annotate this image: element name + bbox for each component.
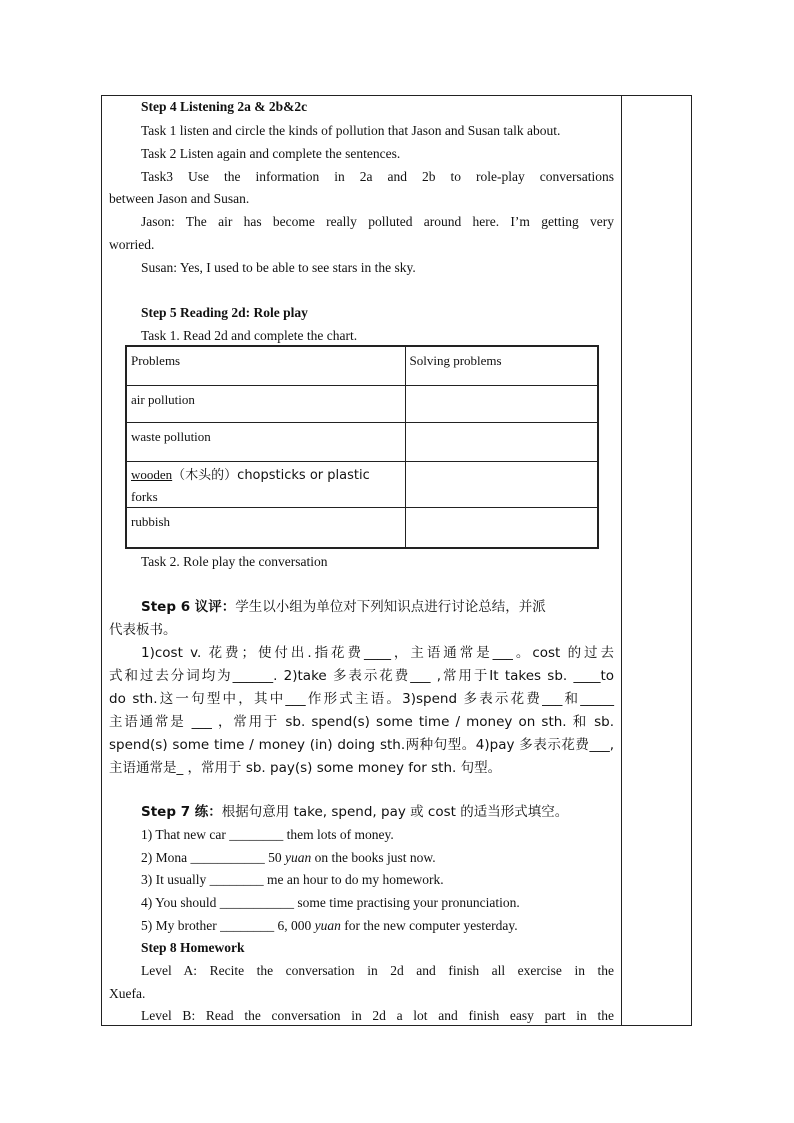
- step5-task2: Task 2. Role play the conversation: [141, 554, 328, 569]
- item-text: 5) My brother ________ 6, 000: [141, 918, 315, 933]
- problem-cell: air pollution: [126, 385, 405, 422]
- step4-task2: Task 2 Listen again and complete the sentences.: [141, 146, 401, 161]
- column-divider: [621, 95, 622, 1026]
- wooden-rest: （木头的）chopsticks or plastic: [172, 467, 370, 483]
- step6-p6: 主语通常是_ ，常用于 sb. pay(s) some money for sth. 句型。: [109, 760, 502, 776]
- solution-cell[interactable]: [405, 461, 598, 507]
- chart-row: [126, 507, 598, 548]
- step6-intro-line2: 代表板书。: [109, 622, 177, 638]
- chart-row: [126, 461, 598, 507]
- step4-heading: Step 4 Listening 2a & 2b&2c: [141, 99, 308, 114]
- problem-cell: rubbish: [126, 507, 405, 548]
- item-italic: yuan: [314, 918, 341, 933]
- step6-intro: 学生以小组为单位对下列知识点进行讨论总结，并派: [235, 599, 546, 615]
- step6-heading: Step 6 议评：: [141, 599, 236, 615]
- jason-line1: Jason: The air has become really polluted around here. I’m getting very: [141, 214, 614, 229]
- item-text-post: for the new computer yesterday.: [340, 918, 518, 933]
- item-text: 3) It usually ________ me an hour to do my homework.: [141, 872, 444, 887]
- susan-line: Susan: Yes, I used to be able to see stars in the sky.: [141, 260, 416, 275]
- step7-item-1: [141, 826, 614, 844]
- step7-item-3: [141, 871, 614, 889]
- step7-item-4: [141, 894, 614, 912]
- forks-word: forks: [131, 488, 158, 504]
- step6-intro-line1: [141, 598, 614, 616]
- step5-task1: Task 1. Read 2d and complete the chart.: [141, 328, 358, 343]
- step6-p3: do sth.这一句型中，其中___作形式主语。3)spend 多表示花费___和_____: [109, 691, 614, 707]
- step4-task3-line2: between Jason and Susan.: [109, 191, 250, 206]
- step7-item-5: [141, 917, 614, 935]
- chart-row: [126, 385, 598, 422]
- header-solving-problems: Solving problems: [405, 346, 598, 385]
- step7-instruction: 根据句意用 take, spend, pay 或 cost 的适当形式填空。: [221, 804, 569, 820]
- item-text: 4) You should ___________ some time practising your pronunciation.: [141, 895, 520, 910]
- step6-p2: 式和过去分词均为______. 2)take 多表示花费___ ,常用于It takes sb. ____to: [109, 668, 614, 684]
- level-b-line1: Level B: Read the conversation in 2d a lot and finish easy part in the: [141, 1008, 614, 1023]
- step7-item-2: [141, 849, 614, 867]
- chart-row: [126, 422, 598, 461]
- solution-cell[interactable]: [405, 507, 598, 548]
- solution-cell[interactable]: [405, 422, 598, 461]
- step7-heading: Step 7 练：: [141, 804, 222, 820]
- step6-p1: 1)cost v. 花费；使付出.指花费____，主语通常是___。cost 的过去: [141, 645, 614, 661]
- step6-p4: 主语通常是 ___ ，常用于 sb. spend(s) some time / money on sth. 和 sb.: [109, 714, 614, 730]
- problem-cell: waste pollution: [126, 422, 405, 461]
- step8-heading: Step 8 Homework: [141, 940, 245, 955]
- chart-header-row: [126, 346, 598, 385]
- item-text: 1) That new car ________ them lots of money.: [141, 827, 394, 842]
- step6-p5: spend(s) some time / money (in) doing sth.两种句型。4)pay 多表示花费___,: [109, 737, 614, 753]
- level-a-line2: Xuefa.: [109, 986, 146, 1001]
- wooden-word: wooden: [131, 466, 173, 482]
- problems-chart: [125, 345, 599, 549]
- jason-line2: worried.: [109, 237, 155, 252]
- item-text: 2) Mona ___________ 50: [141, 850, 285, 865]
- solution-cell[interactable]: [405, 385, 598, 422]
- level-a-line1: Level A: Recite the conversation in 2d and finish all exercise in the: [141, 963, 614, 978]
- step4-task3-line1: Task3 Use the information in 2a and 2b to role-play conversations: [141, 169, 614, 184]
- step5-heading: Step 5 Reading 2d: Role play: [141, 305, 308, 320]
- step4-task1: Task 1 listen and circle the kinds of pollution that Jason and Susan talk about.: [141, 123, 561, 138]
- problem-cell: [126, 461, 405, 507]
- item-text-post: on the books just now.: [311, 850, 436, 865]
- step7-heading-line: [141, 803, 614, 821]
- item-italic: yuan: [285, 850, 312, 865]
- header-problems: Problems: [126, 346, 405, 385]
